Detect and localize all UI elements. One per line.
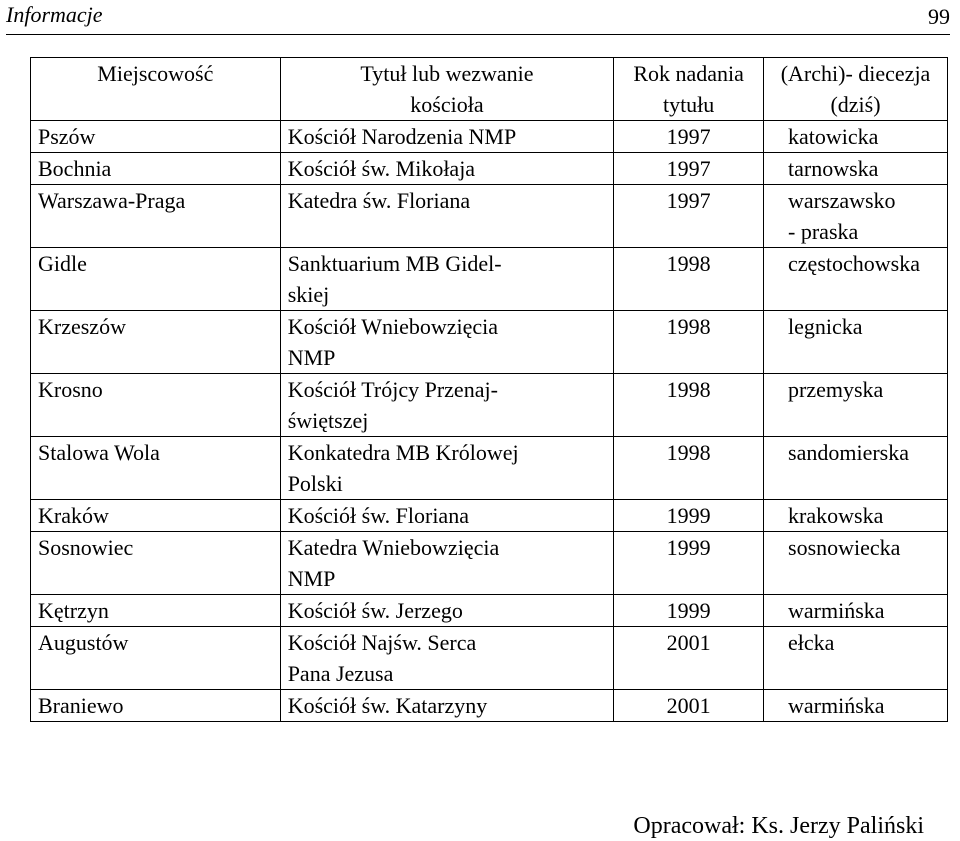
cell-diocese <box>764 248 948 311</box>
header-text: Rok nadania <box>633 61 744 86</box>
header-text: (dziś) <box>830 92 881 117</box>
cell-place: Warszawa-Praga <box>31 185 281 248</box>
cell-year: 2001 <box>614 690 764 722</box>
cell-place: Pszów <box>31 121 281 153</box>
church-title-line: skiej <box>287 282 330 307</box>
cell-place: Krosno <box>31 374 281 437</box>
cell-church-title <box>280 311 614 374</box>
church-title-line: Pana Jezusa <box>287 661 394 686</box>
cell-church-title <box>280 532 614 595</box>
diocese-line: ełcka <box>788 630 835 655</box>
table-row <box>31 311 948 374</box>
church-title-line: Katedra św. Floriana <box>287 188 471 213</box>
table-header <box>31 58 948 121</box>
table-body <box>31 121 948 722</box>
cell-year: 1999 <box>614 595 764 627</box>
cell-diocese <box>764 121 948 153</box>
cell-church-title <box>280 627 614 690</box>
cell-year: 1998 <box>614 437 764 500</box>
header-text: (Archi)- diecezja <box>780 61 931 86</box>
diocese-line: katowicka <box>788 124 879 149</box>
author-credit: Opracował: Ks. Jerzy Paliński <box>633 813 924 839</box>
section-title: Informacje <box>6 2 103 27</box>
cell-place: Sosnowiec <box>31 532 281 595</box>
column-header-diocese <box>764 58 948 121</box>
cell-church-title <box>280 185 614 248</box>
table-row <box>31 121 948 153</box>
diocese-line: częstochowska <box>788 251 920 276</box>
diocese-line: przemyska <box>788 377 884 402</box>
cell-year: 1997 <box>614 185 764 248</box>
diocese-line: sosnowiecka <box>788 535 901 560</box>
cell-place: Bochnia <box>31 153 281 185</box>
cell-year: 1999 <box>614 500 764 532</box>
cell-place: Braniewo <box>31 690 281 722</box>
cell-place: Kętrzyn <box>31 595 281 627</box>
cell-diocese <box>764 153 948 185</box>
diocese-line: - praska <box>788 219 859 244</box>
church-title-line: Kościół św. Katarzyny <box>287 693 488 718</box>
page-number: 99 <box>928 4 950 29</box>
cell-church-title <box>280 500 614 532</box>
column-header-place <box>31 58 281 121</box>
church-title-line: Kościół Trójcy Przenaj- <box>287 377 498 402</box>
churches-table <box>30 57 948 722</box>
diocese-line: warmińska <box>788 693 885 718</box>
table-row <box>31 627 948 690</box>
church-title-line: świętszej <box>287 408 369 433</box>
church-title-line: Kościół św. Mikołaja <box>287 156 476 181</box>
header-text: Miejscowość <box>97 61 214 86</box>
header-text: kościoła <box>410 92 484 117</box>
column-header-title <box>280 58 614 121</box>
diocese-line: warmińska <box>788 598 885 623</box>
church-title-line: Kościół Najśw. Serca <box>287 630 477 655</box>
cell-church-title <box>280 121 614 153</box>
cell-church-title <box>280 374 614 437</box>
diocese-line: krakowska <box>788 503 884 528</box>
table-row <box>31 374 948 437</box>
cell-place: Gidle <box>31 248 281 311</box>
table-header-row <box>31 58 948 121</box>
table-row <box>31 595 948 627</box>
cell-diocese <box>764 690 948 722</box>
cell-diocese <box>764 185 948 248</box>
church-title-line: Katedra Wniebowzięcia <box>287 535 500 560</box>
cell-diocese <box>764 374 948 437</box>
table-row <box>31 532 948 595</box>
cell-year: 1998 <box>614 311 764 374</box>
church-title-line: Sanktuarium MB Gidel- <box>287 251 502 276</box>
cell-place: Krzeszów <box>31 311 281 374</box>
church-title-line: NMP <box>287 345 336 370</box>
cell-year: 1998 <box>614 374 764 437</box>
header-text: tytułu <box>662 92 715 117</box>
church-title-line: Polski <box>287 471 343 496</box>
cell-church-title <box>280 248 614 311</box>
diocese-line: warszawsko <box>788 188 896 213</box>
diocese-line: sandomierska <box>788 440 909 465</box>
column-header-year <box>614 58 764 121</box>
church-title-line: Kościół Wniebowzięcia <box>287 314 499 339</box>
diocese-line: legnicka <box>788 314 863 339</box>
table-row <box>31 500 948 532</box>
cell-diocese <box>764 500 948 532</box>
table-row <box>31 153 948 185</box>
cell-diocese <box>764 595 948 627</box>
cell-year: 1997 <box>614 153 764 185</box>
church-title-line: Kościół św. Jerzego <box>287 598 463 623</box>
cell-church-title <box>280 690 614 722</box>
cell-diocese <box>764 532 948 595</box>
cell-year: 2001 <box>614 627 764 690</box>
page-header <box>6 0 950 35</box>
table-row <box>31 185 948 248</box>
cell-church-title <box>280 153 614 185</box>
cell-diocese <box>764 311 948 374</box>
cell-year: 1999 <box>614 532 764 595</box>
header-text: Tytuł lub wezwanie <box>360 61 534 86</box>
table-row <box>31 437 948 500</box>
cell-place: Kraków <box>31 500 281 532</box>
cell-church-title <box>280 595 614 627</box>
cell-place: Augustów <box>31 627 281 690</box>
cell-place: Stalowa Wola <box>31 437 281 500</box>
church-title-line: Kościół św. Floriana <box>287 503 469 528</box>
cell-year: 1998 <box>614 248 764 311</box>
table-row <box>31 248 948 311</box>
cell-church-title <box>280 437 614 500</box>
church-title-line: Konkatedra MB Królowej <box>287 440 519 465</box>
cell-diocese <box>764 437 948 500</box>
cell-year: 1997 <box>614 121 764 153</box>
table-row <box>31 690 948 722</box>
diocese-line: tarnowska <box>788 156 879 181</box>
church-title-line: NMP <box>287 566 336 591</box>
church-title-line: Kościół Narodzenia NMP <box>287 124 517 149</box>
cell-diocese <box>764 627 948 690</box>
